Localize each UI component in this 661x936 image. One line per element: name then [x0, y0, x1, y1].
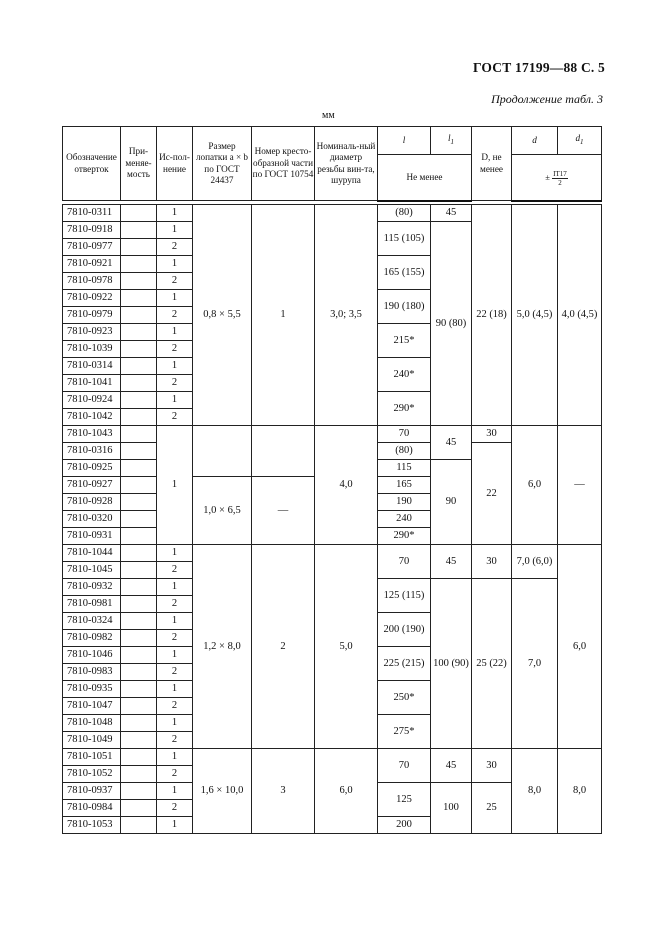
- cell-blade-size: [193, 426, 252, 477]
- cell-designation: 7810-0983: [63, 664, 121, 681]
- cell-application: [121, 579, 157, 596]
- cell-version: 1: [157, 783, 193, 800]
- cell-application: [121, 358, 157, 375]
- cell-designation: 7810-1049: [63, 732, 121, 749]
- cell-version: 1: [157, 613, 193, 630]
- cell-designation: 7810-1053: [63, 817, 121, 834]
- cell-l: 215*: [378, 324, 431, 358]
- cell-l1: 100: [431, 783, 472, 834]
- cell-version: 2: [157, 341, 193, 358]
- cell-application: [121, 528, 157, 545]
- cell-application: [121, 460, 157, 477]
- cell-version: 1: [157, 545, 193, 562]
- cell-D: 22 (18): [472, 205, 512, 426]
- cell-designation: 7810-0982: [63, 630, 121, 647]
- cell-l1: 45: [431, 749, 472, 783]
- cell-l: 240*: [378, 358, 431, 392]
- cell-designation: 7810-1045: [63, 562, 121, 579]
- cell-version: 2: [157, 630, 193, 647]
- cell-designation: 7810-1047: [63, 698, 121, 715]
- cell-l: 125: [378, 783, 431, 817]
- cell-thread-diameter: 3,0; 3,5: [315, 205, 378, 426]
- cell-version: 1: [157, 324, 193, 341]
- cell-designation: 7810-0311: [63, 205, 121, 222]
- cell-l: (80): [378, 205, 431, 222]
- cell-application: [121, 613, 157, 630]
- cell-application: [121, 630, 157, 647]
- cell-application: [121, 596, 157, 613]
- cell-designation: 7810-0931: [63, 528, 121, 545]
- col-d1: $d_1$: [558, 127, 602, 155]
- cell-application: [121, 698, 157, 715]
- cell-l: 70: [378, 749, 431, 783]
- cell-D: 30: [472, 545, 512, 579]
- cell-l: 190: [378, 494, 431, 511]
- cell-l: 200 (190): [378, 613, 431, 647]
- cell-l1: 100 (90): [431, 579, 472, 749]
- cell-l: (80): [378, 443, 431, 460]
- cell-l: 190 (180): [378, 290, 431, 324]
- cell-l1: 45: [431, 426, 472, 460]
- cell-application: [121, 715, 157, 732]
- cell-application: [121, 494, 157, 511]
- cell-cross-number: 3: [252, 749, 315, 834]
- cell-version: 1: [157, 579, 193, 596]
- cell-designation: 7810-0918: [63, 222, 121, 239]
- cell-application: [121, 732, 157, 749]
- cell-version: 2: [157, 562, 193, 579]
- cell-designation: 7810-0979: [63, 307, 121, 324]
- cell-version: 1: [157, 817, 193, 834]
- cell-l: 250*: [378, 681, 431, 715]
- cell-designation: 7810-0978: [63, 273, 121, 290]
- screwdriver-table: [62, 126, 602, 834]
- cell-designation: 7810-0925: [63, 460, 121, 477]
- cell-cross-number: —: [252, 477, 315, 545]
- table-head: [63, 127, 602, 205]
- cell-version: 2: [157, 307, 193, 324]
- cell-cross-number: 2: [252, 545, 315, 749]
- screwdriver-table-wrapper: [62, 126, 602, 834]
- cell-l: 290*: [378, 392, 431, 426]
- cell-designation: 7810-0927: [63, 477, 121, 494]
- cell-l1: 90 (80): [431, 222, 472, 426]
- cell-version: 2: [157, 596, 193, 613]
- cell-l1: 90: [431, 460, 472, 545]
- cell-cross-number: 1: [252, 205, 315, 426]
- table-row: [63, 749, 602, 766]
- cell-designation: 7810-0935: [63, 681, 121, 698]
- cell-version: 2: [157, 800, 193, 817]
- col-version: Ис-пол-нение: [157, 127, 193, 201]
- cell-version: 2: [157, 664, 193, 681]
- cell-version: 1: [157, 749, 193, 766]
- cell-application: [121, 273, 157, 290]
- cell-d1: 8,0: [558, 749, 602, 834]
- col-thread-diameter: Номиналь-ный диаметр резьбы вин-та, шурупа: [315, 127, 378, 201]
- cell-designation: 7810-1051: [63, 749, 121, 766]
- cell-designation: 7810-1048: [63, 715, 121, 732]
- cell-application: [121, 341, 157, 358]
- cell-cross-number: [252, 426, 315, 477]
- cell-application: [121, 443, 157, 460]
- cell-application: [121, 749, 157, 766]
- cell-version: 1: [157, 290, 193, 307]
- col-application: При-меняе-мость: [121, 127, 157, 201]
- col-blade-size: Размер лопатки a × b по ГОСТ 24437: [193, 127, 252, 201]
- cell-designation: 7810-1041: [63, 375, 121, 392]
- cell-application: [121, 783, 157, 800]
- cell-l: 165 (155): [378, 256, 431, 290]
- table-row: [63, 426, 602, 443]
- cell-application: [121, 681, 157, 698]
- page-header: ГОСТ 17199—88 С. 5: [472, 60, 605, 75]
- table-continuation-label: Продолжение табл. 3: [491, 92, 603, 106]
- cell-l: 225 (215): [378, 647, 431, 681]
- units-label: мм: [322, 110, 335, 121]
- cell-D: 25: [472, 783, 512, 834]
- cell-version: 1: [157, 358, 193, 375]
- cell-version: 1: [157, 715, 193, 732]
- cell-blade-size: 1,2 × 8,0: [193, 545, 252, 749]
- cell-l: 290*: [378, 528, 431, 545]
- cell-version: 2: [157, 732, 193, 749]
- cell-application: [121, 256, 157, 273]
- cell-application: [121, 324, 157, 341]
- cell-designation: 7810-1042: [63, 409, 121, 426]
- table-row: [63, 545, 602, 562]
- cell-designation: 7810-0921: [63, 256, 121, 273]
- cell-thread-diameter: 4,0: [315, 426, 378, 545]
- cell-l: 240: [378, 511, 431, 528]
- cell-d1: —: [558, 426, 602, 545]
- cell-designation: 7810-1046: [63, 647, 121, 664]
- cell-designation: 7810-0932: [63, 579, 121, 596]
- col-l1: $l_1$: [431, 127, 472, 155]
- cell-l: 275*: [378, 715, 431, 749]
- cell-D: 30: [472, 749, 512, 783]
- cell-l: 70: [378, 426, 431, 443]
- cell-blade-size: 0,8 × 5,5: [193, 205, 252, 426]
- cell-l1: 45: [431, 545, 472, 579]
- cell-version: 1: [157, 222, 193, 239]
- cell-l: 115 (105): [378, 222, 431, 256]
- col-tolerance: ± $\frac{IT17}{2}$: [512, 155, 602, 201]
- cell-d: 8,0: [512, 749, 558, 834]
- cell-d1: 4,0 (4,5): [558, 205, 602, 426]
- cell-version: 1: [157, 681, 193, 698]
- table-body: [63, 205, 602, 834]
- cell-designation: 7810-0928: [63, 494, 121, 511]
- cell-version: 2: [157, 409, 193, 426]
- cell-application: [121, 409, 157, 426]
- cell-application: [121, 545, 157, 562]
- cell-application: [121, 392, 157, 409]
- tolerance-fraction: $\frac{IT17}{2}$: [553, 169, 567, 187]
- cell-application: [121, 766, 157, 783]
- cell-application: [121, 239, 157, 256]
- cell-l: 70: [378, 545, 431, 579]
- cell-application: [121, 307, 157, 324]
- col-d: d: [512, 127, 558, 155]
- cell-application: [121, 817, 157, 834]
- cell-blade-size: 1,0 × 6,5: [193, 477, 252, 545]
- cell-application: [121, 222, 157, 239]
- cell-D: 25 (22): [472, 579, 512, 749]
- cell-application: [121, 477, 157, 494]
- cell-version: 2: [157, 766, 193, 783]
- cell-designation: 7810-0981: [63, 596, 121, 613]
- cell-application: [121, 664, 157, 681]
- cell-designation: 7810-0316: [63, 443, 121, 460]
- cell-designation: 7810-0320: [63, 511, 121, 528]
- cell-designation: 7810-1052: [63, 766, 121, 783]
- cell-designation: 7810-0924: [63, 392, 121, 409]
- cell-blade-size: 1,6 × 10,0: [193, 749, 252, 834]
- cell-l: 165: [378, 477, 431, 494]
- cell-application: [121, 800, 157, 817]
- cell-designation: 7810-0984: [63, 800, 121, 817]
- cell-version: 2: [157, 698, 193, 715]
- cell-application: [121, 426, 157, 443]
- cell-version: 2: [157, 375, 193, 392]
- cell-designation: 7810-0937: [63, 783, 121, 800]
- cell-l: 115: [378, 460, 431, 477]
- cell-application: [121, 375, 157, 392]
- cell-application: [121, 205, 157, 222]
- cell-l: 200: [378, 817, 431, 834]
- cell-version: 1: [157, 647, 193, 664]
- cell-designation: 7810-0922: [63, 290, 121, 307]
- cell-d: 6,0: [512, 426, 558, 545]
- cell-application: [121, 511, 157, 528]
- cell-version: 1: [157, 426, 193, 545]
- cell-designation: 7810-1043: [63, 426, 121, 443]
- cell-designation: 7810-0314: [63, 358, 121, 375]
- cell-thread-diameter: 5,0: [315, 545, 378, 749]
- col-D: D, не менее: [472, 127, 512, 201]
- cell-version: 2: [157, 273, 193, 290]
- col-designation: Обозначение отверток: [63, 127, 121, 201]
- cell-designation: 7810-0977: [63, 239, 121, 256]
- cell-designation: 7810-0324: [63, 613, 121, 630]
- cell-version: 2: [157, 239, 193, 256]
- cell-application: [121, 562, 157, 579]
- cell-application: [121, 647, 157, 664]
- cell-d1: 6,0: [558, 545, 602, 749]
- cell-l: 125 (115): [378, 579, 431, 613]
- cell-designation: 7810-0923: [63, 324, 121, 341]
- cell-d: 5,0 (4,5): [512, 205, 558, 426]
- col-cross-number: Номер кресто-образной части по ГОСТ 10754: [252, 127, 315, 201]
- cell-d: 7,0: [512, 579, 558, 749]
- cell-version: 1: [157, 205, 193, 222]
- cell-version: 1: [157, 256, 193, 273]
- cell-d: 7,0 (6,0): [512, 545, 558, 579]
- col-l: l: [378, 127, 431, 155]
- cell-designation: 7810-1044: [63, 545, 121, 562]
- table-row: [63, 205, 602, 222]
- cell-version: 1: [157, 392, 193, 409]
- cell-l1: 45: [431, 205, 472, 222]
- col-not-less: Не менее: [378, 155, 472, 201]
- cell-thread-diameter: 6,0: [315, 749, 378, 834]
- cell-D: 22: [472, 443, 512, 545]
- cell-designation: 7810-1039: [63, 341, 121, 358]
- cell-application: [121, 290, 157, 307]
- cell-D: 30: [472, 426, 512, 443]
